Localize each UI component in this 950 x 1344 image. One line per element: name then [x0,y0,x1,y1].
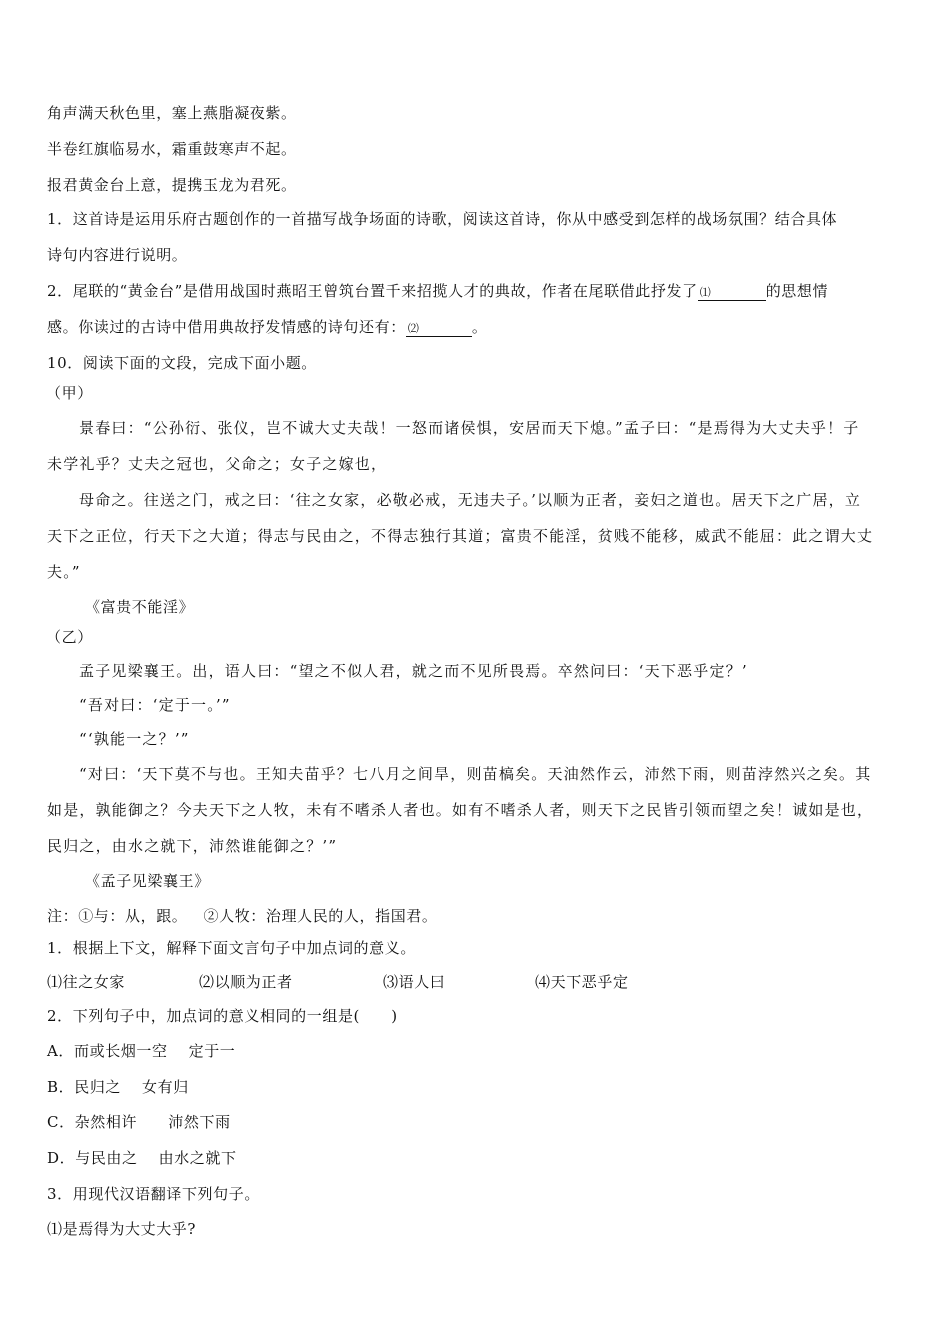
answer-blank-2[interactable]: ⑵ [406,322,472,337]
subquestion-1: 1．根据上下文，解释下面文言句子中加点词的意义。 [47,939,416,957]
passage-jia-source: 《富贵不能淫》 [85,598,195,616]
subquestion-3-item-1: ⑴是焉得为大丈大乎? [47,1220,197,1238]
passage-yi-line-3: “‘孰能一之？’” [79,730,190,748]
question-1-line-1: 1．这首诗是运用乐府古题创作的一首描写战争场面的诗歌，阅读这首诗，你从中感受到怎样的战场氛围？结合具体 [47,210,838,228]
question-2-text2-post: 。 [471,318,488,336]
choice-b[interactable]: B．民归之 女有归 [47,1078,189,1096]
passage-jia-line-3: 母命之。往送之门，戒之曰：‘往之女家，必敬必戒，无违夫子。’以顺为正者，妾妇之道也。居天下之广居，立 [79,491,862,509]
choice-c[interactable]: C．杂然相许 沛然下雨 [47,1113,231,1131]
poem-line-2: 半卷红旗临易水，霜重鼓寒声不起。 [47,140,297,158]
subquestion-2: 2．下列句子中，加点词的意义相同的一组是( ) [47,1007,398,1025]
subquestion-1-options [47,972,629,992]
passage-jia-line-1: 景春曰：“公孙衍、张仪，岂不诚大丈夫哉！一怒而诸侯惧，安居而天下熄。”孟子曰：“是焉得为大丈夫乎！子 [79,419,860,437]
passage-jia-line-4: 天下之正位，行天下之大道；得志与民由之，不得志独行其道；富贵不能淫，贫贱不能移，威武不能屈：此之谓大丈 [47,527,874,545]
option-3: ⑶语人曰 [383,973,446,991]
option-1: ⑴往之女家 [47,973,126,991]
passage-yi-line-4: “对曰：‘天下莫不与也。王知夫苗乎？七八月之间旱，则苗槁矣。天油然作云，沛然下雨，则苗浡然兴之矣。其 [79,765,872,783]
question-2-line-2 [47,317,487,337]
passage-yi-label: （乙） [46,628,93,646]
question-10-title: 10．阅读下面的文段，完成下面小题。 [47,354,317,372]
question-2-text-pre: 2．尾联的“黄金台”是借用战国时燕昭王曾筑台置千来招揽人才的典故，作者在尾联借此抒发了 [47,282,698,300]
subquestion-3: 3．用现代汉语翻译下列句子。 [47,1185,260,1203]
passage-yi-line-2: “吾对曰：‘定于一。’” [79,696,231,714]
question-1-line-2: 诗句内容进行说明。 [47,246,188,264]
passage-yi-line-5: 如是，孰能御之？今夫天下之人牧，未有不嗜杀人者也。如有不嗜杀人者，则天下之民皆引领而望之矣！诚如是也， [47,801,874,819]
passage-jia-line-5: 夫。” [47,563,81,581]
passage-yi-line-1: 孟子见梁襄王。出，语人曰：“望之不似人君，就之而不见所畏焉。卒然问曰：‘天下恶乎定？’ [79,662,748,680]
annotation-note: 注：①与：从，跟。 ②人牧：治理人民的人，指国君。 [47,907,438,925]
question-2-text-post: 的思想情 [765,282,829,300]
question-2-line-1 [47,281,828,301]
passage-yi-source: 《孟子见梁襄王》 [85,872,210,890]
choice-d[interactable]: D．与民由之 由水之就下 [47,1149,237,1167]
passage-jia-line-2: 未学礼乎？丈夫之冠也，父命之；女子之嫁也， [47,455,388,473]
poem-line-1: 角声满天秋色里，塞上燕脂凝夜紫。 [47,104,297,122]
choice-a[interactable]: A．而或长烟一空 定于一 [47,1042,236,1060]
question-2-text2-pre: 感。你读过的古诗中借用典故抒发情感的诗句还有： [47,318,406,336]
passage-jia-label: （甲） [46,384,93,402]
option-4: ⑷天下恶乎定 [535,973,629,991]
poem-line-3: 报君黄金台上意，提携玉龙为君死。 [47,176,297,194]
passage-yi-line-6: 民归之，由水之就下，沛然谁能御之？’” [47,837,338,855]
answer-blank-1[interactable]: ⑴ [698,286,766,301]
option-2: ⑵以顺为正者 [199,973,293,991]
